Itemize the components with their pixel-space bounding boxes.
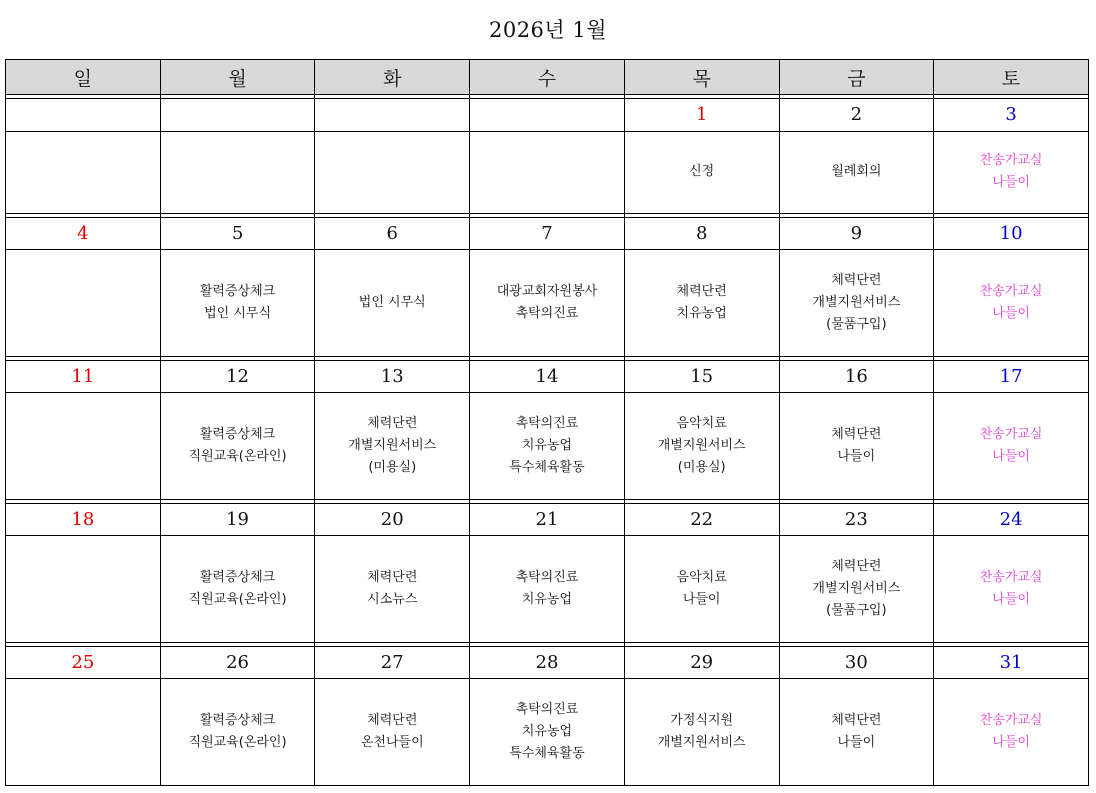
- events-row: [6, 536, 1089, 643]
- date-cell-sun: 4: [6, 217, 161, 249]
- event-item: 법인 시무식: [204, 305, 272, 321]
- events-cell-thu: [624, 536, 779, 643]
- event-item: 개별지원서비스: [657, 735, 746, 751]
- events-cell-mon: [160, 536, 315, 643]
- weekday-sun: 일: [6, 60, 161, 95]
- event-item: (물품구입): [826, 316, 887, 332]
- event-item: 찬송가교실: [979, 570, 1043, 586]
- events-cell-wed: [470, 250, 625, 357]
- event-item: 체력단련: [831, 427, 882, 443]
- date-cell-mon: 19: [160, 503, 315, 535]
- weekday-thu: 목: [624, 60, 779, 95]
- date-cell-mon: 12: [160, 360, 315, 392]
- date-cell-fri: 23: [779, 503, 934, 535]
- event-item: 촉탁의진료: [515, 416, 579, 432]
- date-row: [6, 217, 1089, 249]
- events-cell-sun: [6, 679, 161, 786]
- event-item: 활력증상체크: [199, 427, 276, 443]
- event-item: 체력단련: [367, 416, 418, 432]
- event-item: 활력증상체크: [199, 713, 276, 729]
- events-row: [6, 131, 1089, 213]
- date-cell-sat: 10: [934, 217, 1089, 249]
- date-cell-wed: [470, 99, 625, 131]
- events-cell-sun: [6, 536, 161, 643]
- date-cell-mon: 5: [160, 217, 315, 249]
- date-cell-sat: 31: [934, 646, 1089, 678]
- event-item: (미용실): [368, 460, 417, 476]
- weekday-tue: 화: [315, 60, 470, 95]
- date-cell-thu: 29: [624, 646, 779, 678]
- date-cell-mon: 26: [160, 646, 315, 678]
- date-row: [6, 360, 1089, 392]
- event-item: 특수체육활동: [509, 460, 585, 476]
- events-cell-fri: [779, 250, 934, 357]
- date-cell-tue: [315, 99, 470, 131]
- events-row: [6, 250, 1089, 357]
- weekday-fri: 금: [779, 60, 934, 95]
- event-item: 온천나들이: [360, 735, 424, 751]
- event-item: 치유농업: [521, 724, 573, 740]
- weekday-header-row: [6, 60, 1089, 95]
- events-cell-mon: [160, 131, 315, 213]
- event-item: 음악치료: [676, 570, 727, 586]
- date-cell-sun: 11: [6, 360, 161, 392]
- events-row: [6, 679, 1089, 786]
- date-cell-wed: 28: [470, 646, 625, 678]
- event-item: 개별지원서비스: [657, 438, 746, 454]
- calendar-body: [6, 95, 1089, 786]
- date-cell-sat: 24: [934, 503, 1089, 535]
- date-row: [6, 646, 1089, 678]
- event-item: 신정: [689, 164, 715, 180]
- event-item: 특수체육활동: [509, 746, 585, 762]
- event-item: 찬송가교실: [979, 427, 1043, 443]
- date-cell-sat: 3: [934, 99, 1089, 131]
- event-item: 음악치료: [676, 416, 727, 432]
- event-item: 나들이: [992, 305, 1030, 321]
- weekday-wed: 수: [470, 60, 625, 95]
- event-item: 직원교육(온라인): [188, 592, 287, 608]
- date-cell-mon: [160, 99, 315, 131]
- event-item: 촉탁의진료: [515, 305, 579, 321]
- event-item: 체력단련: [831, 713, 882, 729]
- events-cell-wed: [470, 679, 625, 786]
- event-item: 체력단련: [831, 272, 882, 288]
- date-cell-thu: 22: [624, 503, 779, 535]
- events-cell-tue: [315, 131, 470, 213]
- event-item: 직원교육(온라인): [188, 449, 287, 465]
- event-item: 체력단련: [367, 713, 418, 729]
- event-item: 촉탁의진료: [515, 570, 579, 586]
- events-cell-tue: [315, 250, 470, 357]
- events-cell-thu: [624, 250, 779, 357]
- events-cell-sat: [934, 679, 1089, 786]
- event-item: 촉탁의진료: [515, 702, 579, 718]
- event-item: 나들이: [992, 449, 1030, 465]
- event-item: 치유농업: [521, 592, 573, 608]
- events-cell-wed: [470, 393, 625, 500]
- date-cell-fri: 16: [779, 360, 934, 392]
- date-cell-wed: 14: [470, 360, 625, 392]
- events-cell-mon: [160, 393, 315, 500]
- event-item: 월례회의: [831, 164, 882, 180]
- date-cell-sun: [6, 99, 161, 131]
- events-cell-sun: [6, 131, 161, 213]
- event-item: 찬송가교실: [979, 713, 1043, 729]
- event-item: 대광교회자원봉사: [496, 283, 598, 299]
- event-item: 체력단련: [367, 570, 418, 586]
- date-cell-wed: 21: [470, 503, 625, 535]
- events-cell-wed: [470, 131, 625, 213]
- date-row: [6, 99, 1089, 131]
- date-cell-fri: 2: [779, 99, 934, 131]
- calendar-table: [5, 59, 1089, 786]
- event-item: 나들이: [682, 592, 721, 608]
- events-cell-sun: [6, 250, 161, 357]
- date-cell-tue: 6: [315, 217, 470, 249]
- event-item: 나들이: [992, 175, 1030, 191]
- events-cell-fri: [779, 393, 934, 500]
- events-cell-sat: [934, 536, 1089, 643]
- event-item: (물품구입): [826, 603, 887, 619]
- events-cell-mon: [160, 250, 315, 357]
- events-cell-fri: [779, 679, 934, 786]
- event-item: 개별지원서비스: [812, 294, 901, 310]
- events-cell-sat: [934, 393, 1089, 500]
- event-item: 시소뉴스: [367, 592, 418, 608]
- events-cell-sat: [934, 131, 1089, 213]
- event-item: 직원교육(온라인): [188, 735, 287, 751]
- event-item: 활력증상체크: [199, 570, 276, 586]
- events-cell-thu: [624, 679, 779, 786]
- events-cell-tue: [315, 393, 470, 500]
- events-cell-wed: [470, 536, 625, 643]
- events-cell-tue: [315, 536, 470, 643]
- event-item: 활력증상체크: [199, 283, 276, 299]
- event-item: 치유농업: [521, 438, 573, 454]
- event-item: 치유농업: [676, 305, 727, 321]
- events-cell-fri: [779, 536, 934, 643]
- events-cell-thu: [624, 393, 779, 500]
- events-cell-tue: [315, 679, 470, 786]
- events-cell-sun: [6, 393, 161, 500]
- weekday-mon: 월: [160, 60, 315, 95]
- date-cell-sun: 18: [6, 503, 161, 535]
- date-cell-tue: 20: [315, 503, 470, 535]
- events-cell-mon: [160, 679, 315, 786]
- event-item: 나들이: [992, 592, 1030, 608]
- event-item: 찬송가교실: [979, 153, 1043, 169]
- events-cell-thu: [624, 131, 779, 213]
- events-cell-sat: [934, 250, 1089, 357]
- event-item: 가정식지원: [670, 713, 734, 729]
- event-item: 법인 시무식: [358, 294, 426, 310]
- event-item: 나들이: [992, 735, 1030, 751]
- date-row: [6, 503, 1089, 535]
- date-cell-fri: 30: [779, 646, 934, 678]
- weekday-sat: 토: [934, 60, 1089, 95]
- date-cell-tue: 13: [315, 360, 470, 392]
- event-item: 찬송가교실: [979, 283, 1043, 299]
- calendar-title: 2026년 1월: [488, 18, 608, 42]
- date-cell-wed: 7: [470, 217, 625, 249]
- event-item: 개별지원서비스: [812, 581, 901, 597]
- date-cell-tue: 27: [315, 646, 470, 678]
- date-cell-thu: 15: [624, 360, 779, 392]
- event-item: (미용실): [677, 460, 726, 476]
- event-item: 개별지원서비스: [348, 438, 437, 454]
- date-cell-thu: 1: [624, 99, 779, 131]
- event-item: 체력단련: [676, 283, 727, 299]
- event-item: 체력단련: [831, 559, 882, 575]
- date-cell-thu: 8: [624, 217, 779, 249]
- event-item: 나들이: [837, 449, 876, 465]
- date-cell-fri: 9: [779, 217, 934, 249]
- events-row: [6, 393, 1089, 500]
- event-item: 나들이: [837, 735, 876, 751]
- date-cell-sat: 17: [934, 360, 1089, 392]
- events-cell-fri: [779, 131, 934, 213]
- date-cell-sun: 25: [6, 646, 161, 678]
